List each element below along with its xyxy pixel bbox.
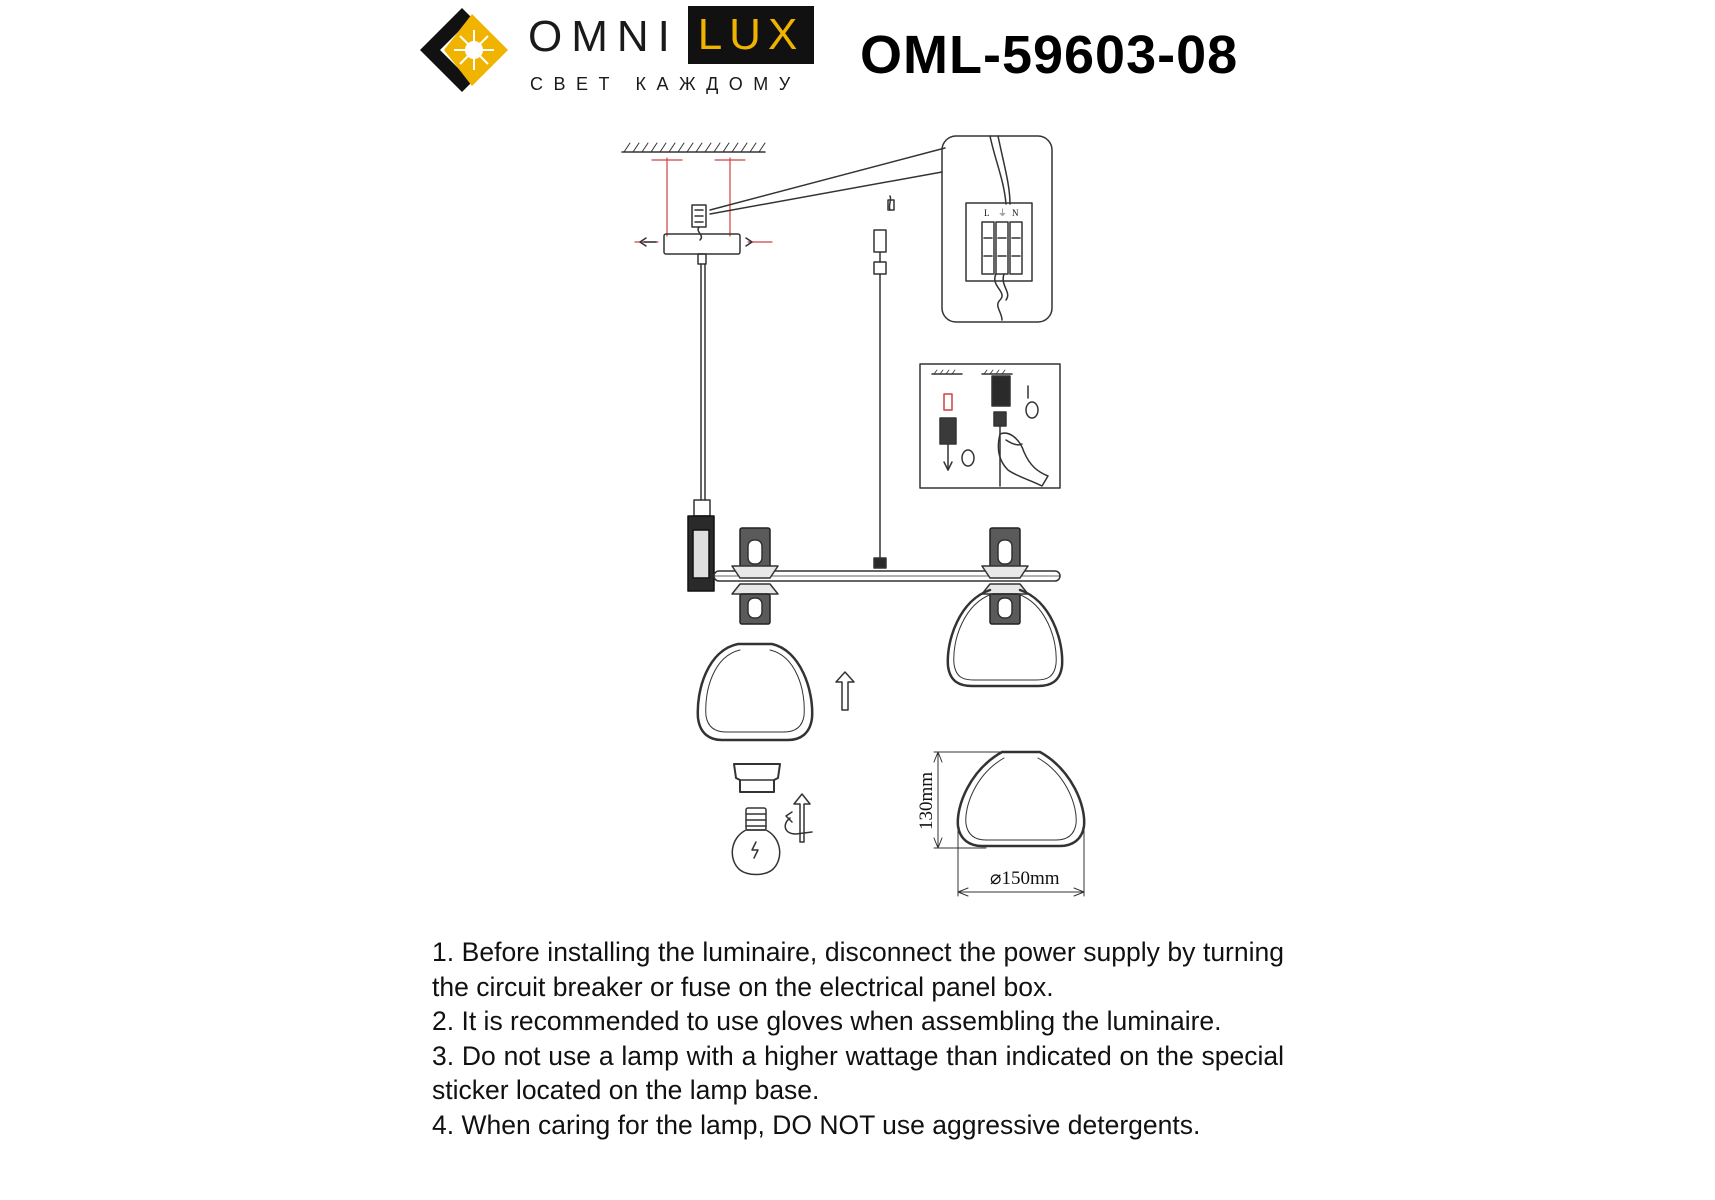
rotate-arrow-icon [1026, 402, 1038, 418]
brand-name-lux: LUX [697, 10, 805, 59]
brand-name-omni: OMNI [528, 12, 679, 61]
brand-tagline: СВЕТ КАЖДОМУ [530, 74, 801, 94]
lamp-holder-right [948, 528, 1062, 686]
instruction-item: 3. Do not use a lamp with a higher wattage than indicated on the special sticker located on the lamp base. [432, 1040, 1284, 1106]
hand-icon [998, 433, 1048, 486]
shade-ring [734, 764, 780, 792]
ceiling-mount-icon [622, 143, 772, 264]
instruction-item: 2. It is recommended to use gloves when assembling the luminaire. [432, 1006, 1222, 1037]
glass-shade-left [698, 644, 812, 740]
terminal-label-l: L [984, 208, 990, 218]
model-number: OML-59603-08 [860, 25, 1239, 85]
cable-grip-detail [920, 364, 1060, 488]
terminal-block-icon [942, 136, 1052, 322]
safety-instructions [432, 935, 1284, 1143]
bulb-icon [732, 808, 779, 875]
instruction-item: 1. Before installing the luminaire, disconnect the power supply by turning the circuit breaker or fuse on the electrical panel box. [432, 937, 1284, 1002]
instruction-item: 4. When caring for the lamp, DO NOT use aggressive detergents. [432, 1109, 1201, 1140]
terminal-label-earth: ⏚ [998, 208, 1008, 218]
terminal-label-n: N [1012, 208, 1019, 218]
shade-diameter-label: ⌀150mm [990, 868, 1060, 889]
lamp-holder-left [732, 528, 778, 624]
shade-height-label: 130mm [916, 771, 937, 830]
